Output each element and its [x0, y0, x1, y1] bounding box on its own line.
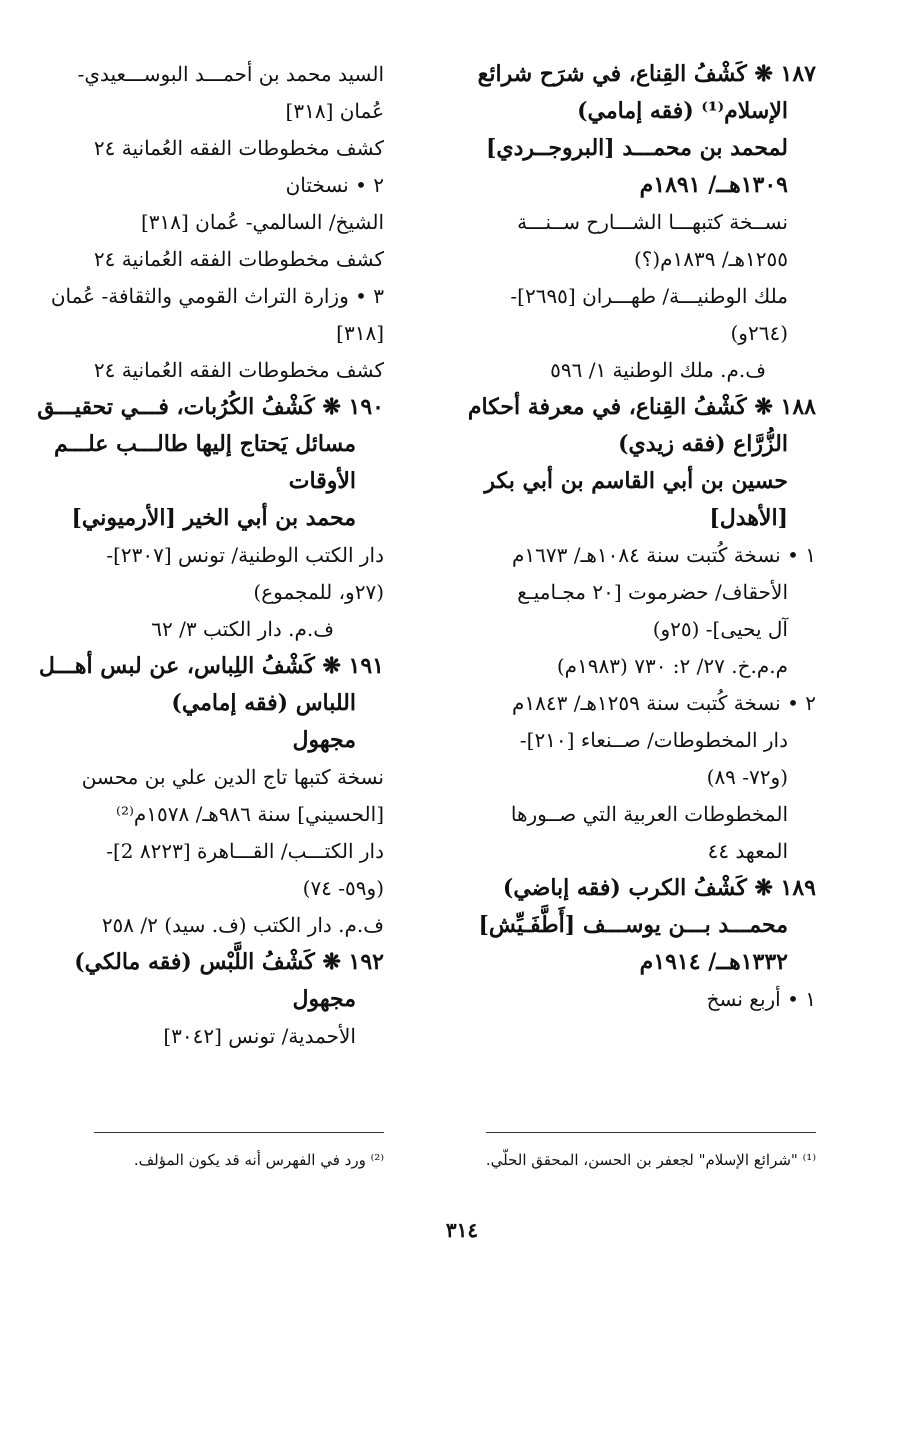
entry-line: ١٩٠ ❋ كَشْفُ الكُرُبات، فـــي تحقيـــق: [37, 394, 384, 420]
entry-line: [الأهدل]: [709, 505, 788, 531]
entry-line: المخطوطات العربية التي صــورها: [510, 802, 788, 826]
entry-line: ١٨٩ ❋ كَشْفُ الكرب (فقه إباضي): [502, 875, 816, 901]
entry-line: ١٩٢ ❋ كَشْفُ اللَّبْس (فقه مالكي): [74, 949, 384, 975]
entry-line: الشيخ/ السالمي- عُمان [٣١٨]: [140, 210, 384, 234]
entry-line: مجهول: [292, 986, 356, 1012]
entry-line: دار الكتـــب/ القـــاهرة [٨٢٢٣ 2]-: [106, 839, 384, 863]
footnote-right: ⁽¹⁾ "شرائع الإسلام" لجعفر بن الحسن، المحقق الحلّي.: [485, 1151, 816, 1169]
entry-line: كشف مخطوطات الفقه العُمانية ٢٤: [93, 358, 384, 382]
left-column: [37, 56, 384, 1055]
entry-line: ٣ • وزارة التراث القومي والثقافة- عُمان: [50, 284, 384, 308]
entry-line: ف.م. ملك الوطنية ١/ ٥٩٦: [550, 358, 766, 382]
entry-line: ملك الوطنيـــة/ طهـــران [٢٦٩٥]-: [510, 284, 788, 308]
entry-line: دار المخطوطات/ صــنعاء [٢١٠]-: [519, 728, 788, 752]
entry-line: ١٣٠٩هــ/ ١٨٩١م: [639, 172, 788, 198]
entry-line: الإسلام⁽¹⁾ (فقه إمامي): [577, 98, 788, 124]
entry-line: محمد بن أبي الخير [الأرميوني]: [71, 505, 356, 531]
entry-line: آل يحيى]- (٢٥و): [652, 617, 788, 641]
entry-line: المعهد ٤٤: [707, 839, 788, 863]
entry-line: ١٨٨ ❋ كَشْفُ القِناع، في معرفة أحكام: [467, 394, 816, 420]
entry-line: عُمان [٣١٨]: [285, 99, 384, 123]
entry-line: ١٩١ ❋ كَشْفُ اللِباس، عن لبس أهـــل: [38, 653, 384, 679]
entry-line: (٢٦٤و): [730, 321, 788, 345]
entry-line: [الحسيني] سنة ٩٨٦هـ/ ١٥٧٨م⁽²⁾: [116, 802, 384, 826]
entry-line: كشف مخطوطات الفقه العُمانية ٢٤: [93, 136, 384, 160]
entry-line: ١ • نسخة كُتبت سنة ١٠٨٤هـ/ ١٦٧٣م: [512, 543, 816, 567]
entry-line: مسائل يَحتاج إليها طالـــب علـــم: [54, 431, 356, 457]
entry-line: ١ • أربع نسخ: [706, 987, 816, 1011]
entry-line: (و٥٩- ٧٤): [302, 876, 384, 900]
entry-line: (و٧٢- ٨٩): [706, 765, 788, 789]
entry-line: الأحمدية/ تونس [٣٠٤٢]: [163, 1024, 356, 1048]
entry-line: ٢ • نسختان: [285, 173, 384, 197]
entry-line: ١٨٧ ❋ كَشْفُ القِناع، في شرَح شرائع: [477, 61, 816, 87]
entry-line: مجهول: [292, 727, 356, 753]
entry-line: محمـــد بـــن يوســـف [أَطَّفَـيِّش]: [478, 912, 788, 938]
entry-line: [٣١٨]: [336, 321, 384, 345]
entry-line: الأوقات: [288, 468, 356, 494]
entry-line: م.م.خ. ٢٧/ ٢: ٧٣٠ (١٩٨٣م): [556, 654, 788, 678]
right-column: [466, 56, 816, 1018]
entry-line: نســخة كتبهـــا الشـــارح ســنـــة: [517, 210, 788, 234]
page-number: ٣١٤: [445, 1218, 479, 1242]
entry-line: ف.م. دار الكتب ٣/ ٦٢: [151, 617, 334, 641]
footnote-left: ⁽²⁾ ورد في الفهرس أنه قد يكون المؤلف.: [133, 1151, 384, 1169]
entry-line: السيد محمد بن أحمـــد البوســـعيدي-: [77, 62, 384, 86]
entry-line: لمحمد بن محمـــد [البروجــردي]: [485, 135, 788, 161]
entry-line: الزُّرَّاع (فقه زيدي): [618, 431, 788, 457]
entry-line: نسخة كتبها تاج الدين علي بن محسن: [81, 765, 384, 789]
entry-line: ١٢٥٥هـ/ ١٨٣٩م(؟): [633, 247, 788, 271]
entry-line: ١٣٣٢هــ/ ١٩١٤م: [639, 949, 788, 975]
footnote-divider-left: [94, 1132, 384, 1133]
entry-line: اللباس (فقه إمامي): [171, 690, 356, 716]
entry-line: حسين بن أبي القاسم بن أبي بكر: [484, 468, 788, 494]
entry-line: كشف مخطوطات الفقه العُمانية ٢٤: [93, 247, 384, 271]
footnote-divider-right: [486, 1132, 816, 1133]
entry-line: ف.م. دار الكتب (ف. سيد) ٢/ ٢٥٨: [101, 913, 384, 937]
entry-line: الأحقاف/ حضرموت [٢٠ مجـاميـع: [517, 580, 788, 604]
entry-line: (٢٧و، للمجموع): [253, 580, 384, 604]
entry-line: ٢ • نسخة كُتبت سنة ١٢٥٩هـ/ ١٨٤٣م: [512, 691, 816, 715]
entry-line: دار الكتب الوطنية/ تونس [٢٣٠٧]-: [106, 543, 384, 567]
